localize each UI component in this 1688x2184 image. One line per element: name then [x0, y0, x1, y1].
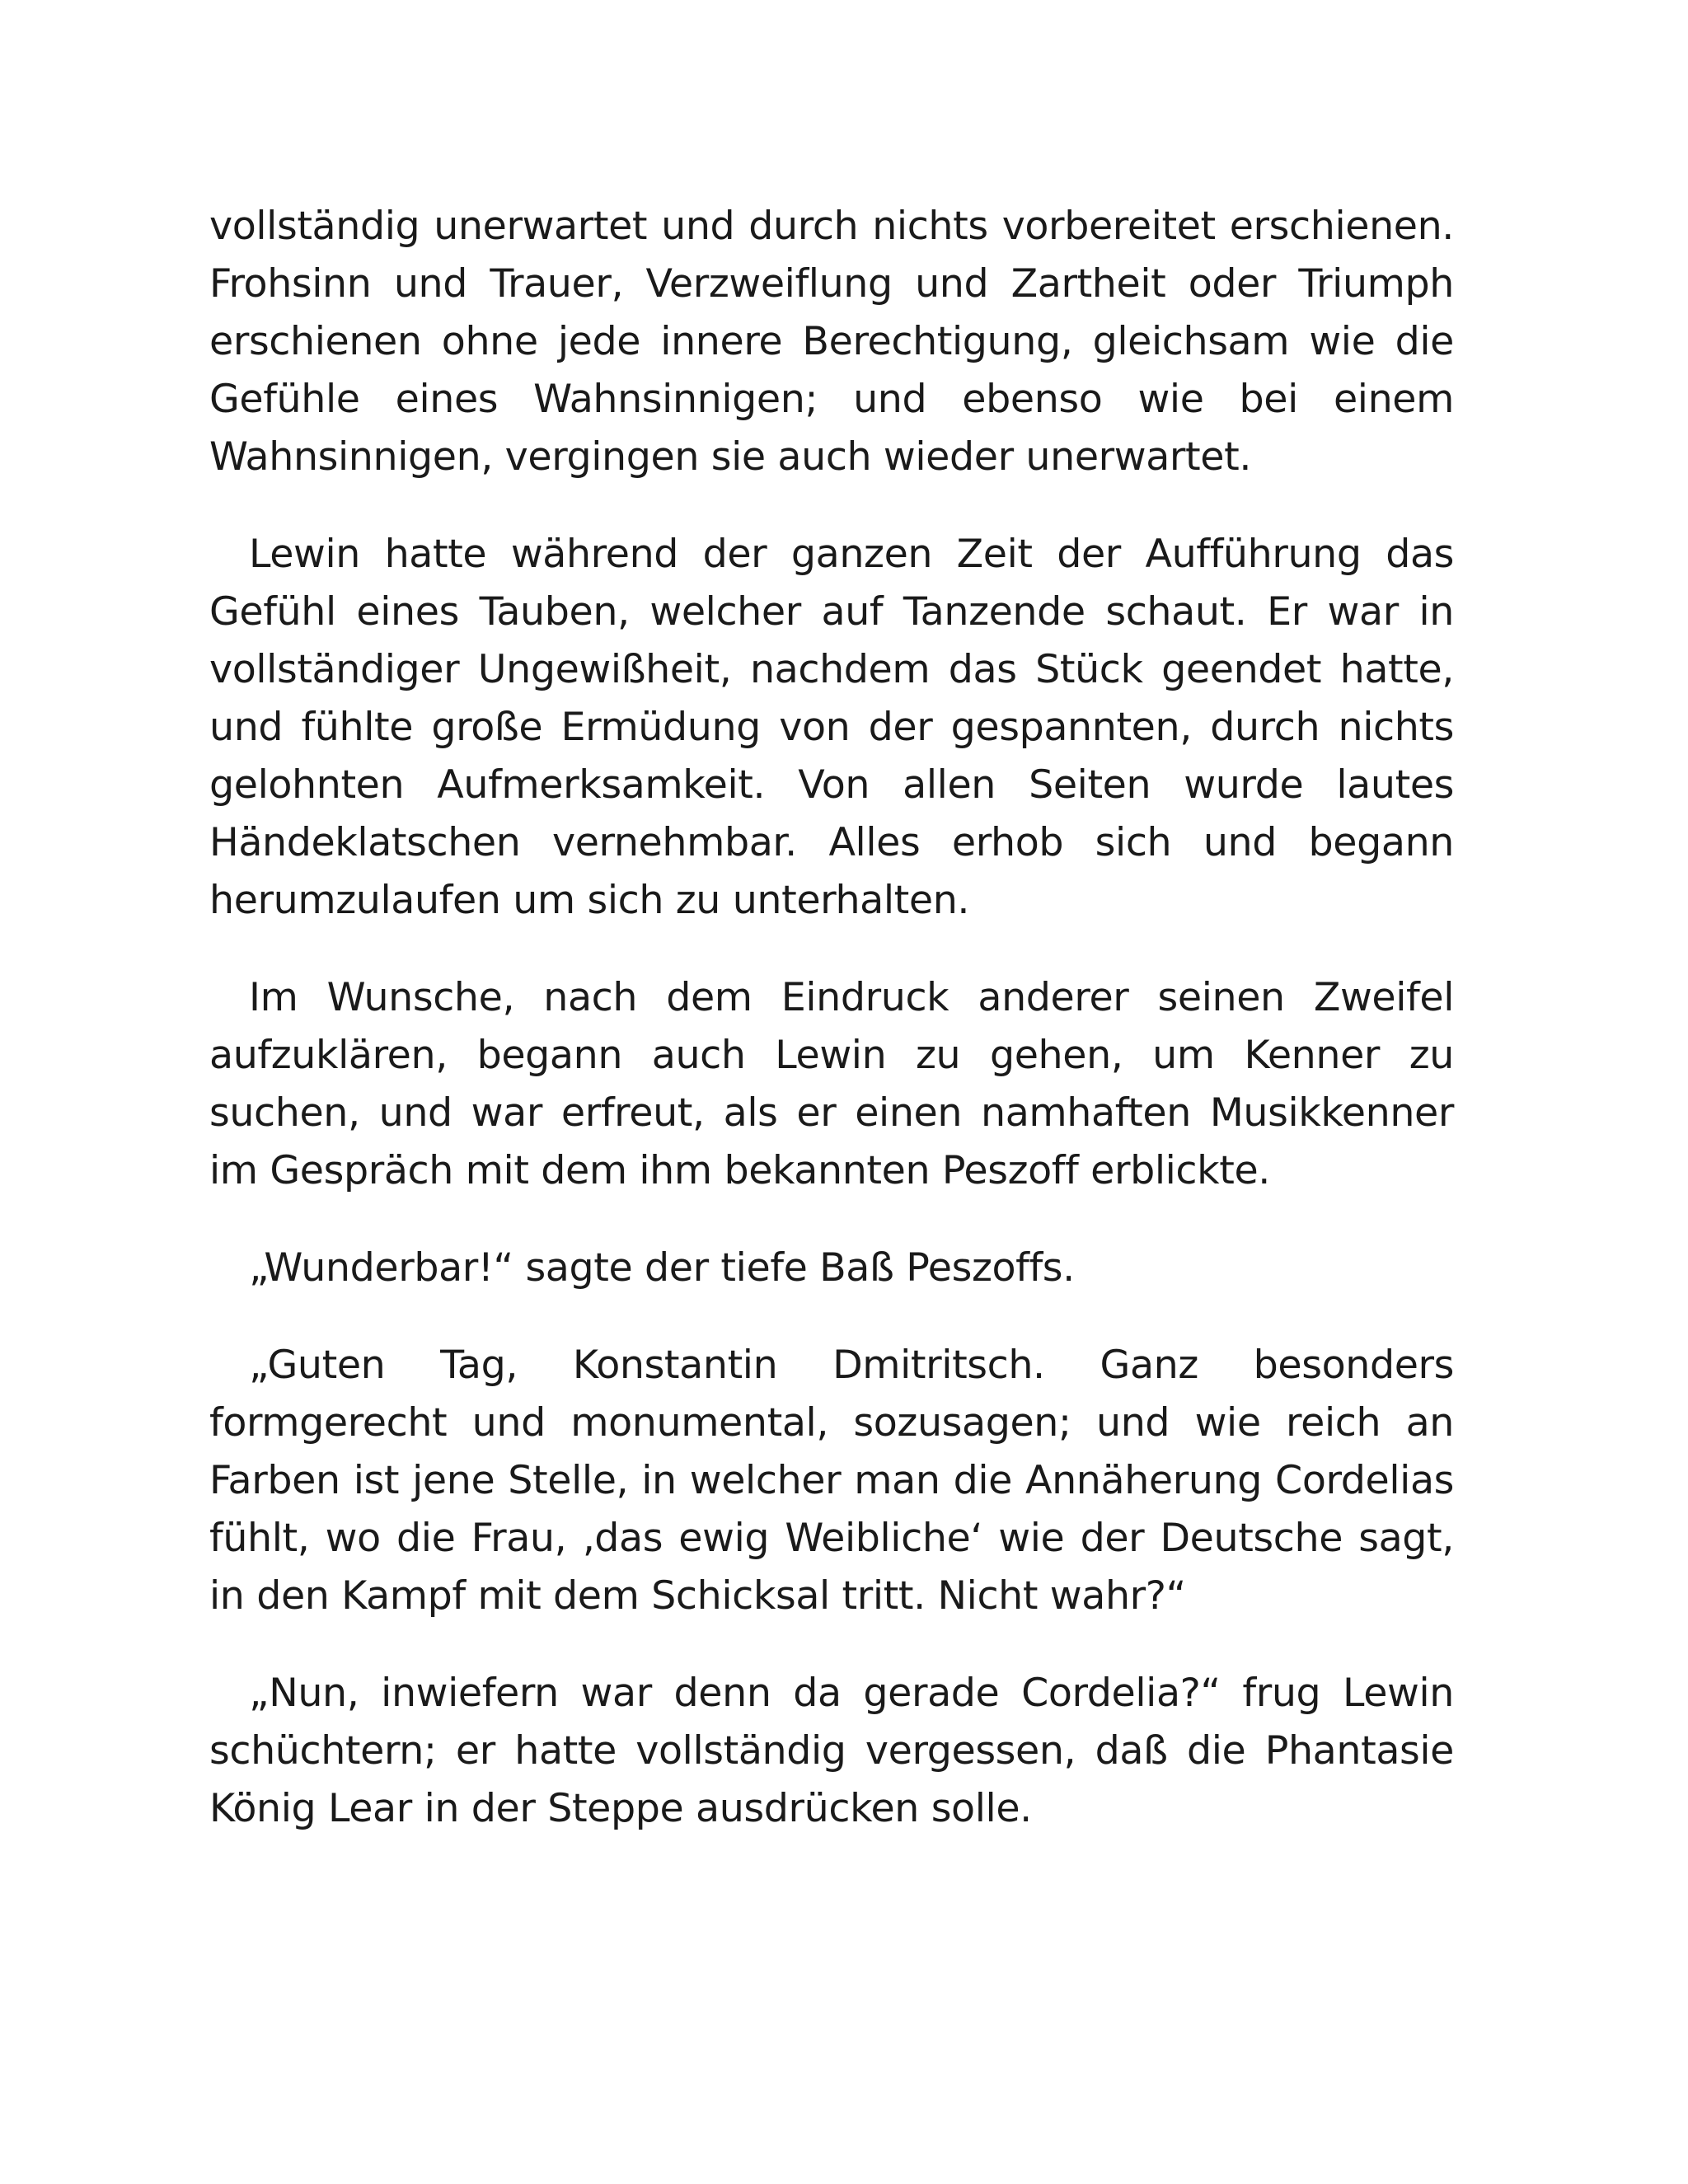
paragraph-lewin-seeks-experts: Im Wunsche, nach dem Eindruck anderer seinen Zweifel aufzuklären, begann auch Lewin zu gehen, um Kenner zu suchen, und war erfreut, als er einen namhaften Musikkenner im Gespräch mit dem ihm bekannten Peszoff erblickte. [209, 975, 1454, 1193]
paragraph-dialogue-lewin: „Nun, inwiefern war denn da gerade Cordelia?“ frug Lewin schüchtern; er hatte vollständig vergessen, daß die Phantasie König Lear in der Steppe ausdrücken solle. [209, 1671, 1454, 1831]
paragraph-dialogue-wunderbar: „Wunderbar!“ sagte der tiefe Baß Peszoffs. [249, 1245, 1075, 1291]
page-body [209, 198, 1454, 1877]
paragraph-lewin-performance: Lewin hatte während der ganzen Zeit der Aufführung das Gefühl eines Tauben, welcher auf Tanzende schaut. Er war in vollständiger Ungewißheit, nachdem das Stück geendet hatte, und fühlte große Ermüdung von der gespannten, durch nichts gelohnten Aufmerksamkeit. Von allen Seiten wurde lautes Händeklatschen vernehmbar. Alles erhob sich und begann herumzulaufen um sich zu unterhalten. [209, 532, 1454, 923]
paragraph-continued: vollständig unerwartet und durch nichts vorbereitet erschienen. Frohsinn und Trauer, Verzweiflung und Zartheit oder Triumph erschienen ohne jede innere Berechtigung, gleichsam wie die Gefühle eines Wahnsinnigen; und ebenso wie bei einem Wahnsinnigen, vergingen sie auch wieder unerwartet. [209, 204, 1454, 480]
paragraph-dialogue-peszoff: „Guten Tag, Konstantin Dmitritsch. Ganz besonders formgerecht und monumental, sozusagen; und wie reich an Farben ist jene Stelle, in welcher man die Annäherung Cordelias fühlt, wo die Frau, ‚das ewig Weibliche‘ wie der Deutsche sagt, in den Kampf mit dem Schicksal tritt. Nicht wahr?“ [209, 1343, 1454, 1619]
